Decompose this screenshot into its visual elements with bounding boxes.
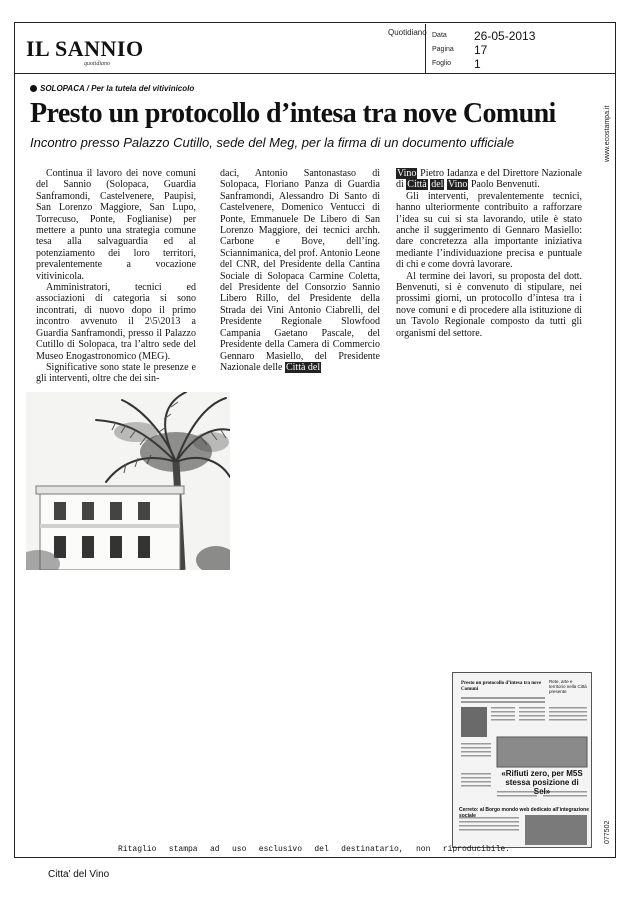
meta-sheet-label: Foglio: [432, 60, 452, 67]
side-code-strip: [604, 806, 614, 846]
highlight: Città: [407, 179, 427, 191]
meta-date-label: Data: [432, 32, 447, 39]
client-label: Citta' del Vino: [48, 869, 110, 880]
newspaper-logo-sub: quotidiano: [84, 61, 111, 67]
highlight: del: [431, 179, 444, 191]
thumbnail-graphic: [453, 673, 592, 848]
reproduction-notice: Ritaglio stampa ad uso esclusivo del destinatario, non riproducibile.: [118, 845, 510, 854]
thumbnail-side-text: Rete, arte e territorio nella Città presente: [549, 679, 587, 694]
thumbnail-headline: Presto un protocollo d’intesa tra nove Comuni: [461, 681, 542, 692]
paragraph: [220, 168, 380, 373]
article-column-1: [36, 168, 196, 385]
paragraph: [396, 168, 582, 191]
article-kicker: [30, 84, 194, 93]
side-url: www.ecostampa.it: [604, 105, 611, 162]
paragraph: Amministratori, tecnici ed associazioni di categoria si sono incontrati, di nuovo dopo il primo incontro avvenuto il 2\5\2013 a Guardia Sanframondi, presso il Palazzo Cutillo di Solopaca, tra l’altro sede del Museo Enogastronomico (MEG).: [36, 282, 196, 362]
highlight: Vino: [447, 179, 468, 191]
publication-type: Quotidiano: [388, 28, 427, 37]
side-code: 077502: [604, 820, 611, 844]
highlight: Vino: [397, 168, 417, 179]
page-thumbnail: [452, 672, 592, 848]
paragraph-text: daci, Antonio Santonastaso di Solopaca, Floriano Panza di Guardia Sanframondi, Alessandro Di Santo di Castelvenere, Domenico Ventucci di Ponte, Emmanuele De Libero di San Lorenzo Maggiore, dei tecnici archh. Carbone e Bove, dell’ing. Sciannimanica, del prof. Antonio Leone del CNR, del Presidente della Cantina Sociale di Solopaca Carmine Coletta, del Presidente del Consorzio Sannio Libero Rillo, del Presidente della Strada dei Vini Antonio Ciabrelli, del Presidente Regionale Slowfood Campania Gaetano Pascale, del Presidente della Camera di Commercio Gennaro Masiello, del Presidente Nazionale delle: [220, 168, 380, 373]
paragraph: Al termine dei lavori, su proposta del dott. Benvenuti, si è convenuto di stipulare, nei prossimi giorni, un protocollo d’intesa tra i nove comuni e di procedere alla istituzione di un Tavolo Regionale composto da tutti gli organismi del settore.: [396, 270, 582, 339]
paragraph: Continua il lavoro dei nove comuni del Sannio (Solopaca, Guardia Sanframondi, Castelvenere, Paupisi, San Lorenzo Maggiore, San Lupo, Torrecuso, Ponte, Foglianise) per mettere a punto una strategia comune tesa alla salvaguardia ed al potenziamento dei loro territori, prevalentemente a vocazione vitivinicola.: [36, 168, 196, 282]
article-subhead: Incontro presso Palazzo Cutillo, sede del Meg, per la firma di un documento ufficiale: [30, 135, 515, 150]
article-column-2: [220, 168, 380, 373]
building-palm-photo: [26, 392, 230, 570]
thumbnail-mid-headline: «Rifiuti zero, per M5S stessa posizione di Sel»: [501, 769, 583, 796]
meta-page-value: 17: [474, 43, 488, 57]
meta-date-value: 26-05-2013: [474, 29, 536, 43]
meta-page-label: Pagina: [432, 46, 454, 53]
kicker-text: SOLOPACA / Per la tutela del vitivinicolo: [40, 84, 195, 93]
paragraph-text: Pietro Iadanza e del Direttore Nazionale di: [396, 168, 582, 191]
paragraph: Gli interventi, prevalentemente tecnici, hanno ulteriormente contribuito a rafforzare l’idea su cui si sta lavorando, utile è stato anche il suggerimento di Gennaro Masiello: dare concretezza alla importante iniziativa mediante l’individuazione precisa e puntuale di chi e come dovrà lavorare.: [396, 190, 582, 271]
article-headline: Presto un protocollo d’intesa tra nove Comuni: [30, 98, 556, 129]
highlight: Città del: [285, 361, 321, 373]
article-photo: [26, 392, 230, 570]
side-url-strip: [604, 86, 614, 166]
paragraph: Significative sono state le presenze e gli interventi, oltre che dei sin-: [36, 361, 196, 385]
paragraph-text: Paolo Benvenuti.: [470, 179, 540, 191]
newspaper-logo: IL SANNIO: [26, 36, 144, 61]
article-column-3: [396, 168, 582, 339]
bullet-icon: [30, 85, 37, 92]
meta-sheet-value: 1: [474, 57, 481, 71]
thumbnail-bottom-headline: Cerreto: al Borgo mondo web dedicato all’integrazione sociale: [459, 807, 590, 819]
